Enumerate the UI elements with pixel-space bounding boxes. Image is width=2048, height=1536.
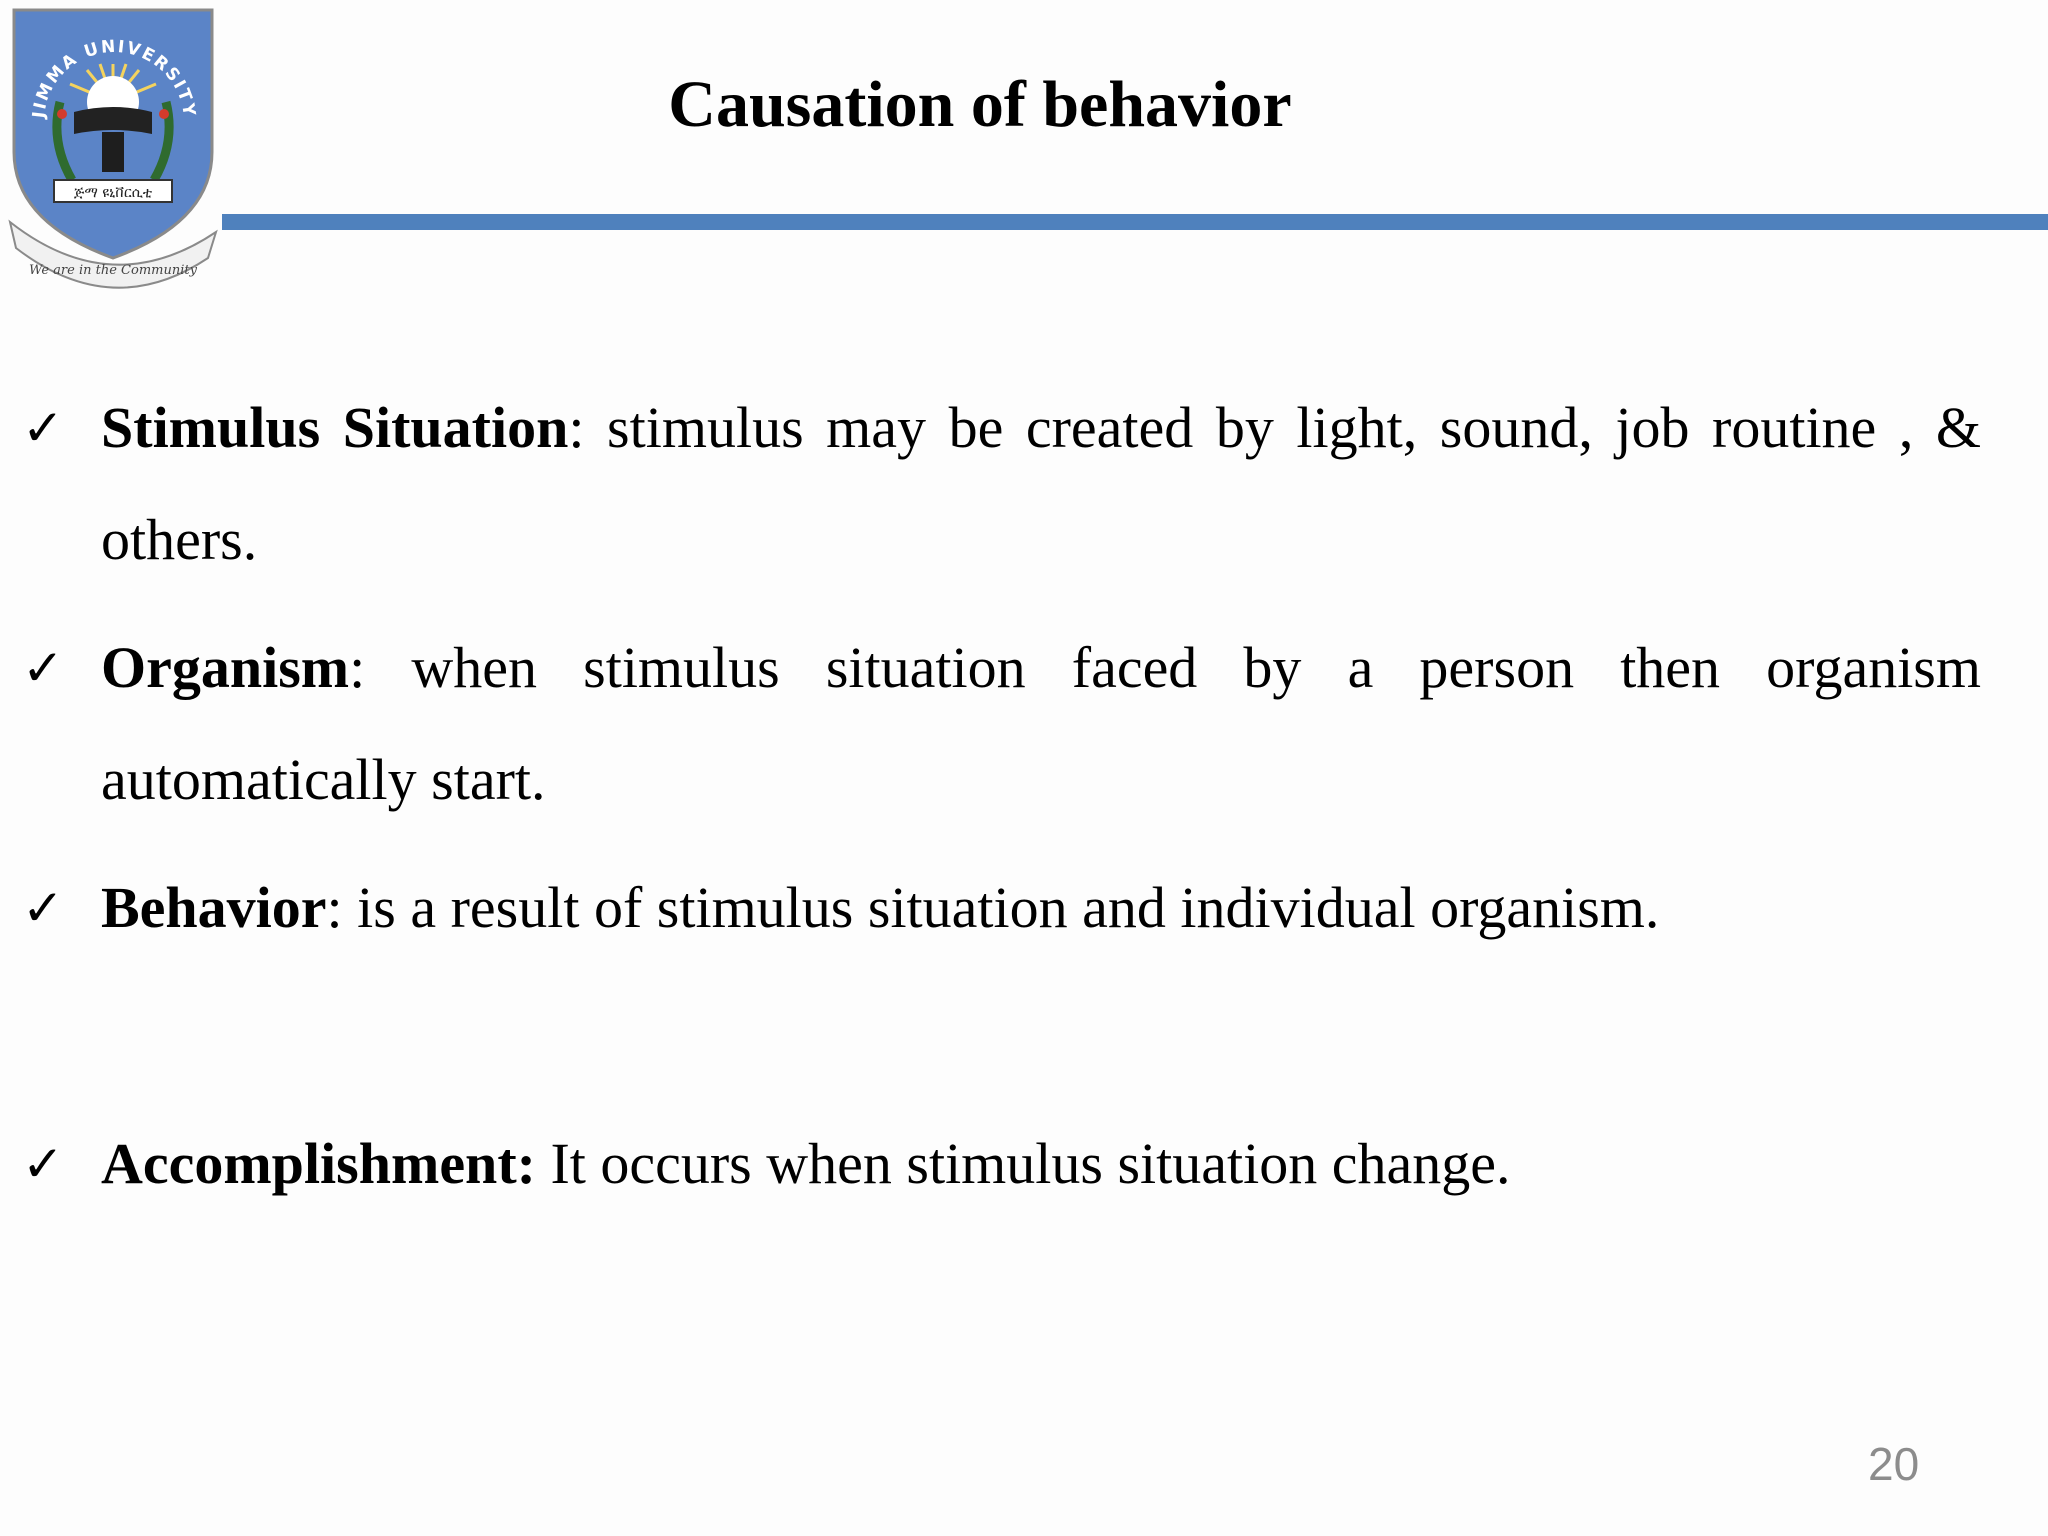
bullet-text [101, 1108, 1981, 1220]
bullet-term: Stimulus Situation [101, 395, 569, 460]
bullet-separator: : [349, 635, 366, 700]
bullet-description: when stimulus situation faced by a person then organism automatically start. [101, 635, 1981, 812]
university-logo [2, 2, 224, 292]
bullet-text [101, 852, 1981, 964]
bullet-description: It occurs when stimulus situation change. [535, 1131, 1511, 1196]
bullet-description: is a result of stimulus situation and individual organism. [342, 875, 1660, 940]
bullet-term: Organism [101, 635, 350, 700]
bullet-separator: : [568, 395, 585, 460]
title-rule [222, 214, 2048, 230]
check-icon: ✓ [22, 639, 64, 697]
bullet-text [101, 612, 1981, 836]
bullet-term: Accomplishment: [101, 1131, 536, 1196]
page-number: 20 [1868, 1438, 1920, 1490]
bullet-text [101, 372, 1981, 596]
check-icon: ✓ [22, 879, 64, 937]
bullet-separator: : [326, 875, 343, 940]
check-icon: ✓ [22, 1135, 64, 1193]
logo-motto-text: We are in the Community [29, 263, 197, 278]
bullet-description: stimulus may be created by light, sound, job routine , & others. [101, 395, 1982, 572]
slide-title: Causation of behavior [668, 68, 1292, 141]
bullet-term: Behavior [101, 875, 327, 940]
logo-ribbon-text: ጅማ ዩኒቨርሲቲ [73, 185, 153, 201]
logo-arc-text: JIMMA UNIVERSITY [29, 36, 200, 120]
check-icon: ✓ [22, 399, 64, 457]
